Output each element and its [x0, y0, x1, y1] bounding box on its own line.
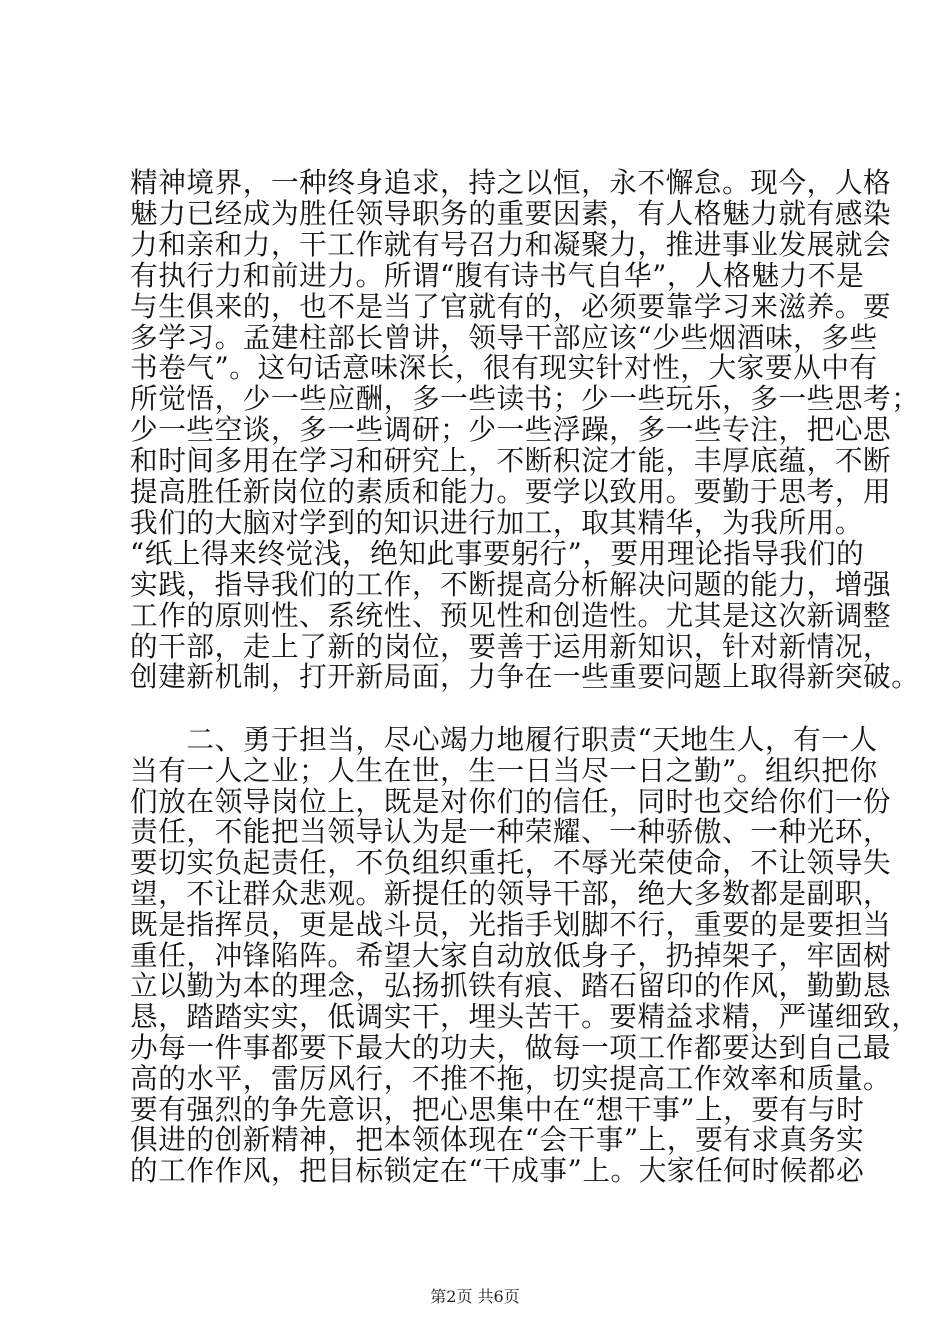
page-footer: 第2页 共6页	[430, 1287, 520, 1306]
text-line: 实践，指导我们的工作，不断提高分析解决问题的能力，增强	[130, 567, 892, 601]
text-line: 要切实负起责任，不负组织重托，不辱光荣使命，不让领导失	[130, 846, 892, 880]
text-line: 们放在领导岗位上，既是对你们的信任，同时也交给你们一份	[130, 784, 892, 818]
text-line: 当有一人之业；人生在世，生一日当尽一日之勤”。组织把你	[130, 753, 878, 787]
text-line: 二、勇于担当，尽心竭力地履行职责“天地生人，有一人	[130, 723, 878, 756]
text-line: 精神境界，一种终身追求，持之以恒，永不懈怠。现今，人格	[130, 166, 892, 199]
text-line: 书卷气”。这句话意味深长，很有现实针对性，大家要从中有	[130, 351, 878, 385]
text-line: 重任，冲锋陷阵。希望大家自动放低身子，扔掉架子，牢固树	[130, 938, 892, 972]
text-line: 恳，踏踏实实，低调实干，埋头苦干。要精益求精，严谨细致，	[130, 1000, 920, 1034]
text-line: 高的水平，雷厉风行，不推不拖，切实提高工作效率和质量。	[130, 1061, 892, 1095]
text-line: 的工作作风，把目标锁定在“干成事”上。大家任何时候都必	[130, 1154, 865, 1188]
text-line: 工作的原则性、系统性、预见性和创造性。尤其是这次新调整	[130, 598, 892, 632]
text-line: 多学习。孟建柱部长曾讲，领导干部应该“少些烟酒味，多些	[130, 320, 878, 354]
text-line: 力和亲和力，干工作就有号召力和凝聚力，推进事业发展就会	[130, 227, 892, 261]
text-line: 与生俱来的，也不是当了官就有的，必须要靠学习来滋养。要	[130, 289, 892, 323]
text-line: 所觉悟，少一些应酬，多一些读书；少一些玩乐，多一些思考；	[130, 382, 920, 416]
text-line: 办每一件事都要下最大的功夫，做每一项工作都要达到自己最	[130, 1031, 892, 1064]
text-line: 提高胜任新岗位的素质和能力。要学以致用。要勤于思考，用	[130, 475, 892, 508]
text-line: 有执行力和前进力。所谓“腹有诗书气自华”，人格魅力不是	[130, 258, 865, 292]
text-line: 要有强烈的争先意识，把心思集中在“想干事”上，要有与时	[130, 1092, 865, 1126]
text-line: 俱进的创新精神，把本领体现在“会干事”上，要有求真务实	[130, 1123, 865, 1157]
text-line: 责任，不能把当领导认为是一种荣耀、一种骄傲、一种光环，	[130, 815, 892, 849]
text-line: 望，不让群众悲观。新提任的领导干部，绝大多数都是副职，	[130, 877, 892, 910]
text-line: 的干部，走上了新的岗位，要善于运用新知识，针对新情况，	[130, 629, 892, 663]
text-line: “纸上得来终觉浅，绝知此事要躬行”，要用理论指导我们的	[130, 536, 865, 570]
text-line: 我们的大脑对学到的知识进行加工，取其精华，为我所用。	[130, 505, 864, 539]
text-line: 和时间多用在学习和研究上，不断积淀才能，丰厚底蕴，不断	[130, 444, 892, 478]
text-line: 既是指挥员，更是战斗员，光指手划脚不行，重要的是要担当	[130, 907, 892, 941]
text-line: 立以勤为本的理念，弘扬抓铁有痕、踏石留印的作风，勤勤恳	[130, 969, 892, 1003]
text-line: 少一些空谈，多一些调研；少一些浮躁，多一些专注，把心思	[130, 413, 892, 447]
text-line: 创建新机制，打开新局面，力争在一些重要问题上取得新突破。	[130, 660, 920, 694]
text-line: 魅力已经成为胜任领导职务的重要因素，有人格魅力就有感染	[130, 196, 892, 230]
